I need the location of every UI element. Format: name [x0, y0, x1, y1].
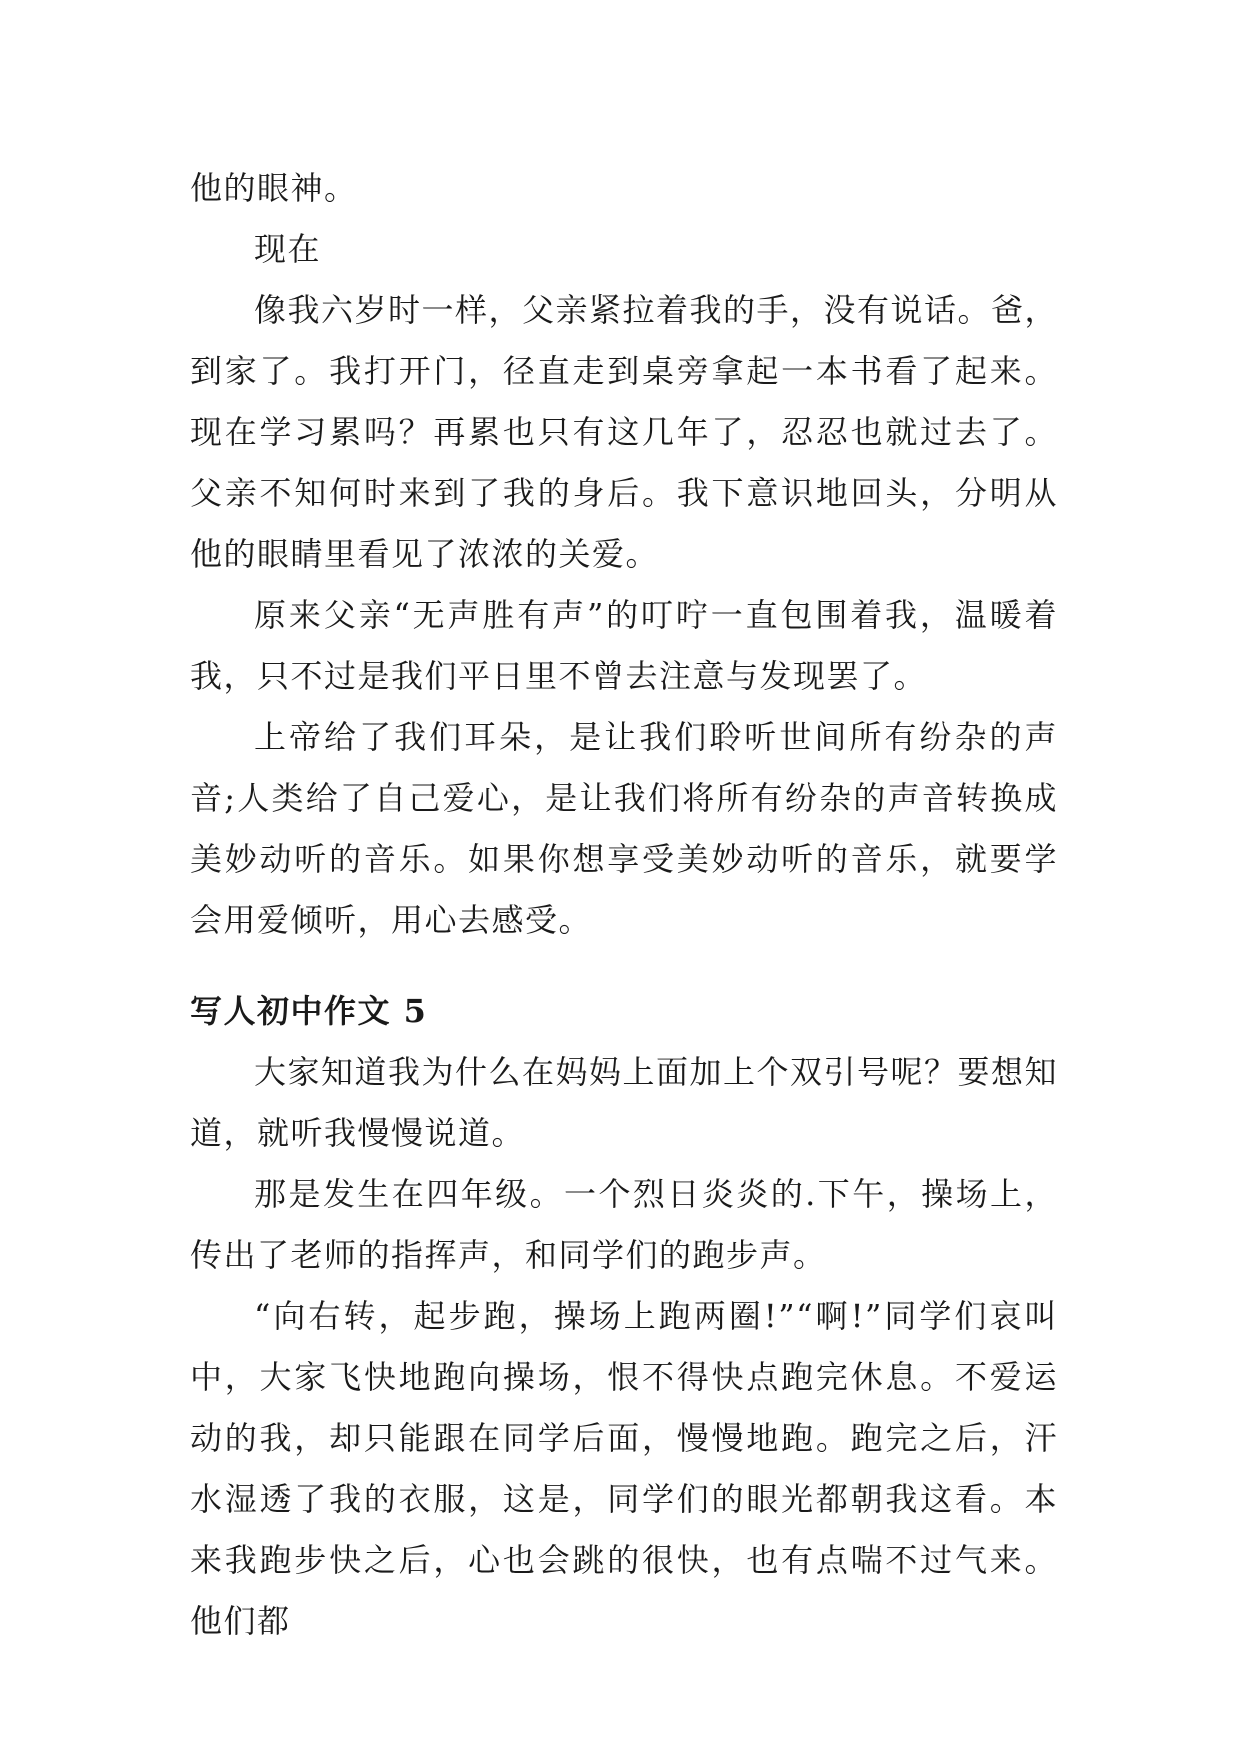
paragraph-1: 他的眼神。 — [190, 169, 358, 207]
paragraph-4: 原来父亲“无声胜有声”的叮咛一直包围着我，温暖着我，只不过是我们平日里不曾去注意与发现罢了。 — [190, 596, 1058, 695]
document-body — [190, 158, 1058, 1652]
paragraph-3: 像我六岁时一样，父亲紧拉着我的手，没有说话。爸，到家了。我打开门，径直走到桌旁拿起一本书看了起来。现在学习累吗？再累也只有这几年了，忍忍也就过去了。父亲不知何时来到了我的身后。我下意识地回头，分明从他的眼睛里看见了浓浓的关爱。 — [190, 291, 1059, 573]
paragraph-5: 上帝给了我们耳朵，是让我们聆听世间所有纷杂的声音;人类给了自己爱心，是让我们将所有纷杂的声音转换成美妙动听的音乐。如果你想享受美妙动听的音乐，就要学会用爱倾听，用心去感受。 — [190, 718, 1058, 939]
paragraph-7: 那是发生在四年级。一个烈日炎炎的.下午，操场上，传出了老师的指挥声，和同学们的跑步声。 — [190, 1175, 1058, 1274]
paragraph-2: 现在 — [254, 230, 322, 268]
paragraph-8: “向右转，起步跑，操场上跑两圈!”“啊!”同学们哀叫中，大家飞快地跑向操场，恨不得快点跑完休息。不爱运动的我，却只能跟在同学后面，慢慢地跑。跑完之后，汗水湿透了我的衣服，这是，同学们的眼光都朝我这看。本来我跑步快之后，心也会跳的很快，也有点喘不过气来。他们都 — [190, 1297, 1058, 1640]
paragraph-6: 大家知道我为什么在妈妈上面加上个双引号呢？要想知道，就听我慢慢说道。 — [190, 1053, 1059, 1152]
section-heading: 写人初中作文 5 — [190, 992, 428, 1030]
